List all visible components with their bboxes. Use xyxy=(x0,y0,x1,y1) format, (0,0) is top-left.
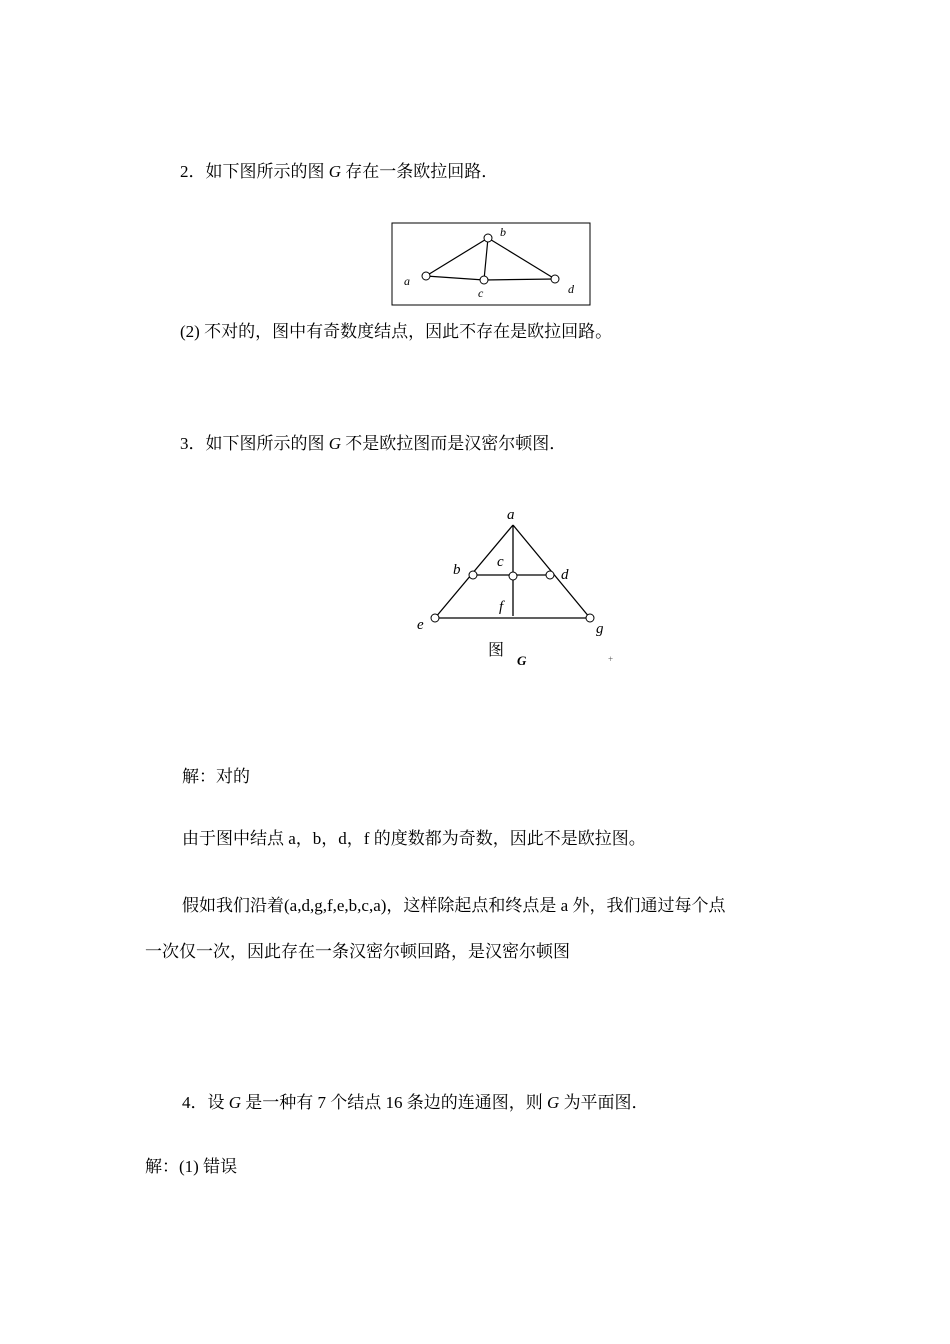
q4-statement-rest: 为平面图． xyxy=(559,1093,649,1112)
q2-edge-cd xyxy=(484,279,555,280)
q2-graph-figure xyxy=(391,222,591,306)
q4-solution: 解：(1) 错误 xyxy=(145,1157,238,1176)
q2-node-c xyxy=(480,276,488,284)
q3-label-c: c xyxy=(497,554,504,570)
q2-node-b xyxy=(484,234,492,242)
q2-number-text: 2．如下图所示的图 xyxy=(180,162,329,181)
q3-label-b: b xyxy=(453,562,461,578)
q3-label-e: e xyxy=(417,617,424,633)
q3-solution-p2-line2: 一次仅一次，因此存在一条汉密尔顿回路，是汉密尔顿图 xyxy=(145,942,570,961)
q3-solution-p1: 由于图中结点 a，b，d，f 的度数都为奇数，因此不是欧拉图。 xyxy=(182,829,646,848)
q3-node-d xyxy=(546,571,554,579)
q2-node-a xyxy=(422,272,430,280)
q2-statement xyxy=(180,162,498,182)
q3-node-g xyxy=(586,614,594,622)
q4-graph-symbol-1: G xyxy=(228,1093,242,1112)
q4-graph-symbol-2: G xyxy=(547,1093,560,1112)
q2-edge-ac xyxy=(426,276,484,280)
q2-label-a: a xyxy=(404,274,410,288)
q3-graph-symbol: G xyxy=(328,434,342,453)
q4-number-text: 4．设 xyxy=(182,1093,229,1112)
q3-number-text: 3．如下图所示的图 xyxy=(180,434,329,453)
q2-edge-ab xyxy=(426,238,488,276)
q3-figure-mark: + xyxy=(608,654,614,664)
q2-label-b: b xyxy=(500,225,506,239)
q2-graph-symbol: G xyxy=(328,162,342,181)
q3-label-d: d xyxy=(561,567,569,583)
q3-caption-char: 图 xyxy=(488,642,505,659)
q3-node-c xyxy=(509,572,517,580)
q3-statement xyxy=(180,434,566,454)
q2-node-d xyxy=(551,275,559,283)
q3-solution-p2-line1: 假如我们沿着(a,d,g,f,e,b,c,a)，这样除起点和终点是 a 外，我们通过每个点 xyxy=(182,896,726,915)
q3-label-g: g xyxy=(596,621,604,637)
q4-statement xyxy=(182,1093,649,1113)
q2-label-c: c xyxy=(478,286,484,300)
q3-label-a: a xyxy=(507,507,515,523)
q3-graph-figure xyxy=(410,502,630,672)
q3-label-f: f xyxy=(499,599,504,615)
q2-edge-bc xyxy=(484,238,488,280)
q3-node-b xyxy=(469,571,477,579)
q3-caption-g: G xyxy=(517,653,527,668)
q2-answer: (2) 不对的，图中有奇数度结点，因此不存在是欧拉回路。 xyxy=(180,322,613,341)
q2-label-d: d xyxy=(568,282,574,296)
q3-statement-text: 不是欧拉图而是汉密尔顿图． xyxy=(341,434,567,453)
q4-statement-mid: 是一种有 7 个结点 16 条边的连通图，则 xyxy=(241,1093,548,1112)
q3-node-e xyxy=(431,614,439,622)
q3-solution-head: 解：对的 xyxy=(182,767,250,786)
q2-statement-text: 存在一条欧拉回路． xyxy=(341,162,499,181)
q2-edge-bd xyxy=(488,238,555,279)
